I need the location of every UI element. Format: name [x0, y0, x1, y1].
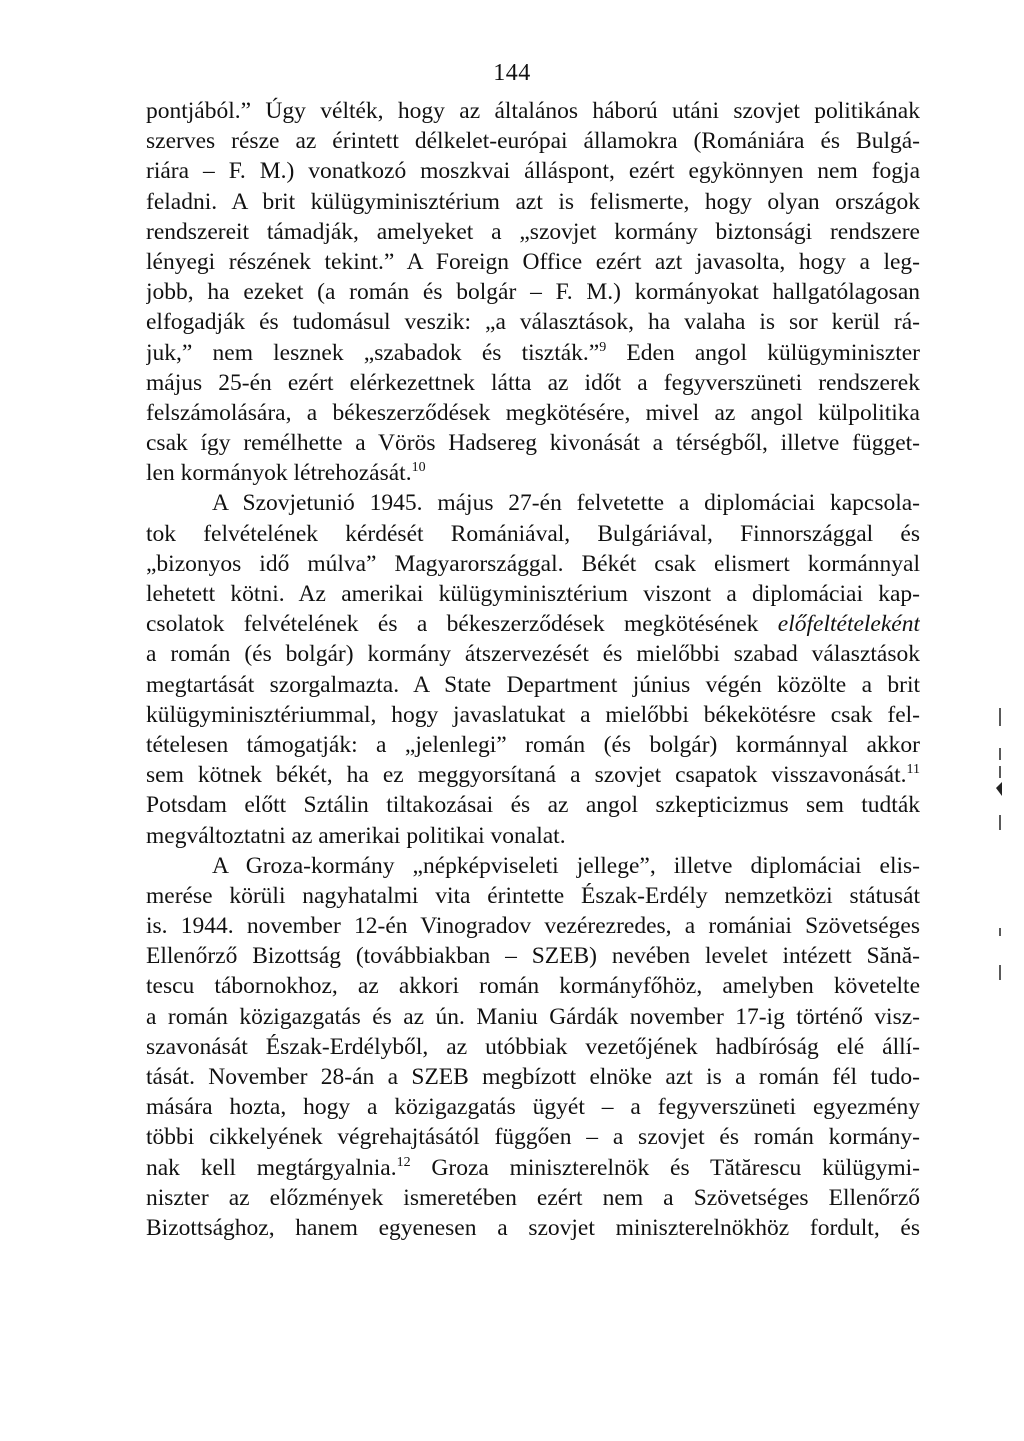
text-line: csolatok felvételének és a békeszerződések megkötésének előfeltételeként	[146, 611, 920, 638]
text-line: niszter az előzmények ismeretében ezért nem a Szövetséges Ellenőrző	[146, 1184, 920, 1211]
text-line: pontjából.” Úgy vélték, hogy az általános háború utáni szovjet politikának	[146, 98, 920, 124]
text-line: riára – F. M.) vonatkozó moszkvai álláspont, ezért egykönnyen nem fogja	[146, 158, 920, 185]
text-line: a román közigazgatás és az ún. Maniu Gárdák november 17-ig történő visz-	[146, 1003, 920, 1030]
text-line: jobb, ha ezeket (a román és bolgár – F. M.) kormányokat hallgatólagosan	[146, 279, 920, 306]
text-line: juk,” nem lesznek „szabadok és tiszták.”$^9$ Eden angol külügyminiszter	[146, 339, 920, 366]
text-line: Ellenőrző Bizottság (továbbiakban – SZEB) nevében levelet intézett Sănă-	[146, 943, 920, 970]
text-line: rendszereit támadják, amelyeket a „szovjet kormány biztonsági rendszere	[146, 218, 920, 245]
text-line: A Groza-kormány „népképviseleti jellege”, illetve diplomáciai elis-	[212, 852, 920, 879]
text-line: sem kötnek békét, ha ez meggyorsítaná a szovjet csapatok visszavonását.$^{11}$	[146, 762, 920, 789]
footnote-ref: 9	[599, 339, 607, 355]
text-line: „bizonyos idő múlva” Magyarországgal. Békét csak elismert kormánnyal	[146, 550, 920, 577]
text-line: csak így remélhette a Vörös Hadsereg kivonását a térségből, illetve függet-	[146, 430, 920, 457]
text-line: nak kell megtárgyalnia.$^{12}$ Groza miniszterelnök és Tătărescu külügymi-	[146, 1154, 920, 1181]
text-line: feladni. A brit külügyminisztérium azt is felismerte, hogy olyan országok	[146, 188, 920, 215]
footnote-ref: 12	[396, 1154, 411, 1170]
text-line: többi cikkelyének végrehajtásától függően – a szovjet és román kormány-	[146, 1124, 920, 1151]
text-line: tását. November 28-án a SZEB megbízott elnöke azt is a román fél tudo-	[146, 1064, 920, 1090]
text-line: a román (és bolgár) kormány átszervezését és mielőbbi szabad választások	[146, 641, 920, 668]
text-line: elfogadják és tudomásul veszik: „a választások, ha valaha is sor kerül rá-	[146, 309, 920, 336]
text-line: len kormányok létrehozását.$^{10}$	[146, 460, 426, 487]
text-line: szavonását Észak-Erdélyből, az utóbbiak vezetőjének hadbíróság elé állí-	[146, 1033, 920, 1060]
text-line: mására hozta, hogy a közigazgatás ügyét – a fegyverszüneti egyezmény	[146, 1094, 920, 1121]
text-line: felszámolására, a békeszerződések megkötésére, mivel az angol külpolitika	[146, 399, 920, 426]
text-line: lényegi részének tekint.” A Foreign Office ezért azt javasolta, hogy a leg-	[146, 248, 920, 275]
text-line: Bizottsághoz, hanem egyenesen a szovjet miniszterelnökhöz fordult, és	[146, 1214, 920, 1241]
body-text	[146, 96, 920, 1243]
footnote-ref: 10	[411, 460, 426, 476]
emphasis-text: előfeltételeként	[777, 611, 920, 638]
text-line: tescu tábornokhoz, az akkori román kormányfőhöz, amelyben követelte	[146, 973, 920, 1000]
text-line: megváltoztatni az amerikai politikai vonalat.	[146, 822, 566, 849]
text-line: szerves része az érintett délkelet-európai államokra (Romániára és Bulgá-	[146, 128, 920, 155]
text-line: is. 1944. november 12-én Vinogradov vezérezredes, a romániai Szövetséges	[146, 913, 920, 940]
scan-mark	[996, 782, 1002, 796]
text-line: tételesen támogatják: a „jelenlegi” román (és bolgár) kormánnyal akkor	[146, 731, 920, 758]
text-line: május 25-én ezért elérkezettnek látta az időt a fegyverszüneti rendszerek	[146, 369, 920, 396]
text-line: A Szovjetunió 1945. május 27-én felvetette a diplomáciai kapcsola-	[212, 490, 920, 517]
text-line: lehetett kötni. Az amerikai külügyminisztérium viszont a diplomáciai kap-	[146, 581, 920, 607]
page-number: 144	[493, 60, 531, 86]
text-line: tok felvételének kérdését Romániával, Bulgáriával, Finnországgal és	[146, 520, 920, 547]
text-line: Potsdam előtt Sztálin tiltakozásai és az angol szkepticizmus sem tudták	[146, 792, 920, 819]
text-line: megtartását szorgalmazta. A State Department június végén közölte a brit	[146, 671, 920, 698]
footnote-ref: 11	[906, 762, 920, 778]
text-line: külügyminisztériummal, hogy javaslatukat a mielőbbi békekötésre csak fel-	[146, 701, 920, 728]
text-line: merése körüli nagyhatalmi vita érintette Észak-Erdély nemzetközi státusát	[146, 882, 920, 909]
